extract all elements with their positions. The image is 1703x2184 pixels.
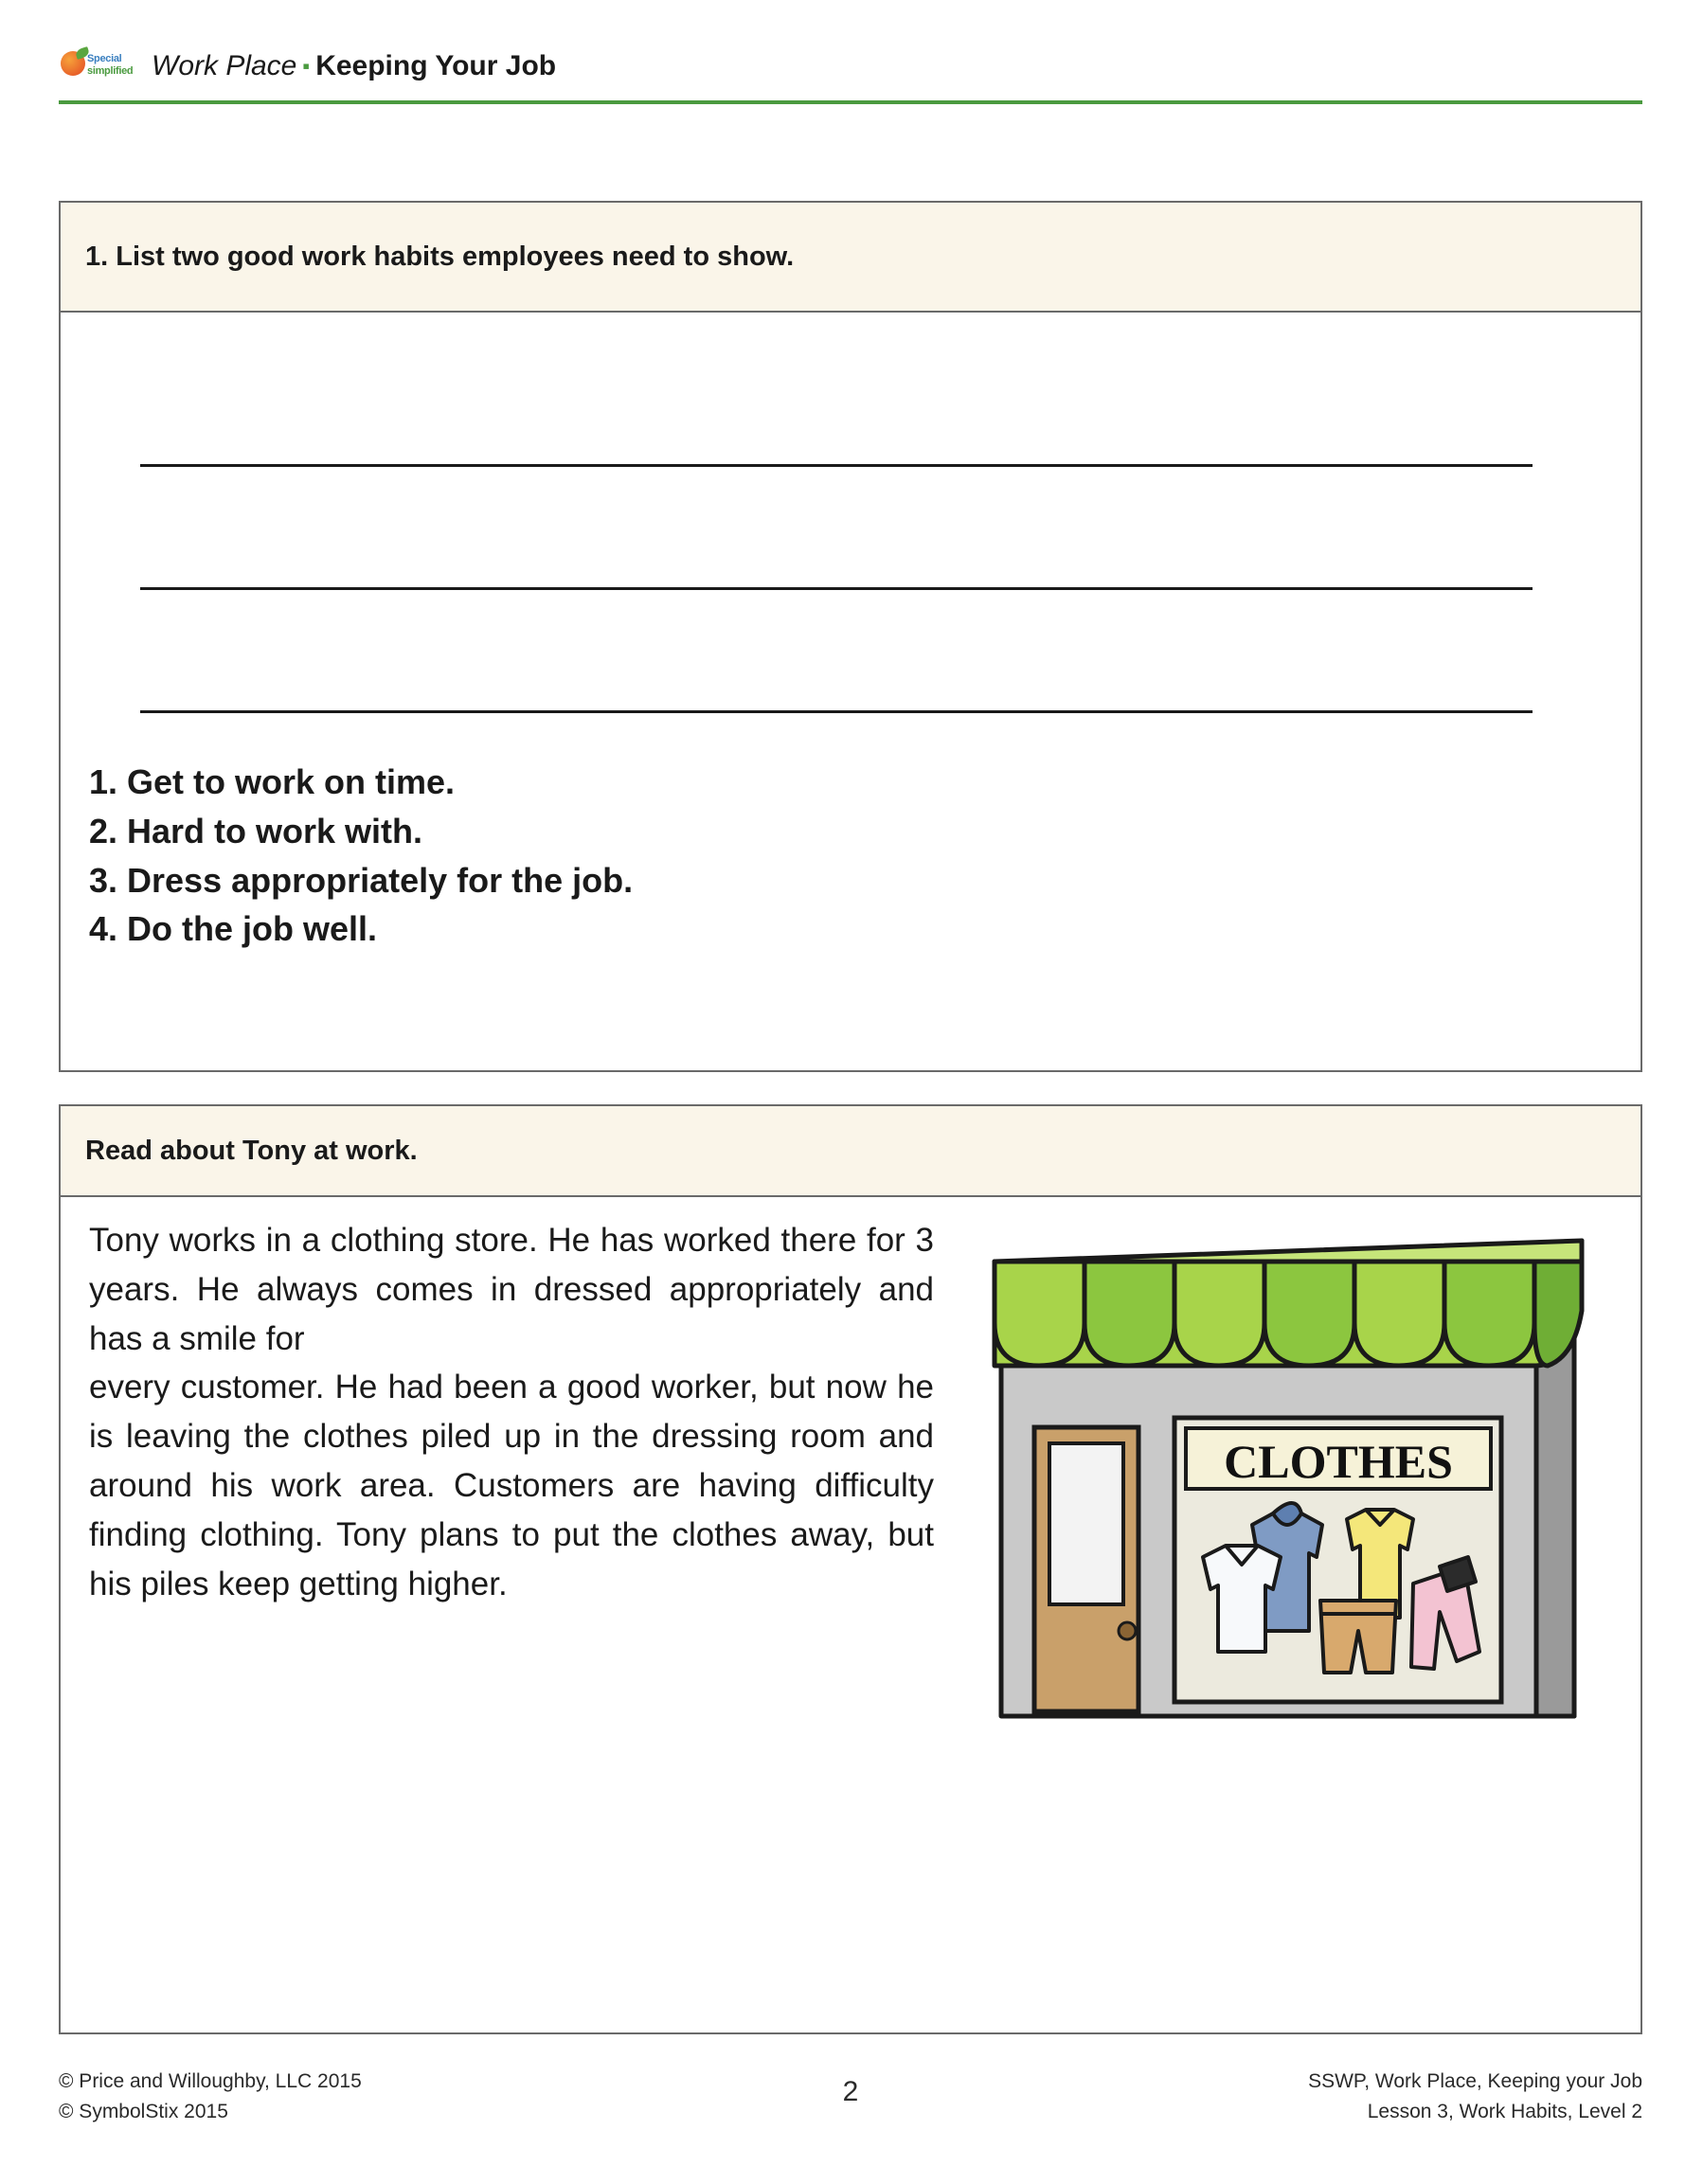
story-paragraph-top: Tony works in a clothing store. He has worked there for 3 years. He always comes in dressed appropriately and has a smile for bbox=[89, 1222, 934, 1357]
logo-line2: simplified bbox=[87, 65, 134, 77]
copyright-line-2: © SymbolStix 2015 bbox=[59, 2100, 228, 2122]
copyright-line-1: © Price and Willoughby, LLC 2015 bbox=[59, 2070, 362, 2092]
title-separator-icon: ▪ bbox=[302, 54, 311, 78]
source-line-2: Lesson 3, Work Habits, Level 2 bbox=[1367, 2100, 1642, 2122]
answer-line-3[interactable] bbox=[140, 710, 1533, 713]
question-box bbox=[59, 201, 1642, 1072]
page-footer bbox=[59, 2067, 1642, 2152]
reading-box bbox=[59, 1104, 1642, 2034]
answer-option-2[interactable]: 2. Hard to work with. bbox=[89, 811, 423, 850]
source-line-1: SSWP, Work Place, Keeping your Job bbox=[1308, 2070, 1642, 2092]
answer-option-4[interactable]: 4. Do the job well. bbox=[89, 909, 378, 949]
answer-option-1[interactable]: 1. Get to work on time. bbox=[89, 762, 456, 801]
story-text bbox=[89, 1216, 1612, 1608]
answer-line-2[interactable] bbox=[140, 587, 1533, 590]
reading-heading: Read about Tony at work. bbox=[61, 1106, 1640, 1197]
logo-line1: Special bbox=[87, 53, 122, 64]
clothing-store-illustration bbox=[968, 1224, 1612, 1754]
page-number: 2 bbox=[842, 2076, 859, 2107]
answer-option-3[interactable]: 3. Dress appropriately for the job. bbox=[89, 860, 634, 900]
footer-source bbox=[1308, 2067, 1642, 2126]
title-lesson: Keeping Your Job bbox=[315, 50, 557, 81]
page-title bbox=[152, 42, 556, 85]
question-body bbox=[61, 313, 1640, 1070]
store-svg bbox=[968, 1224, 1612, 1754]
story-paragraph-wrap: every customer. He had been a good worker, but now he is leaving the clothes piled up in the dressing room and around his work area. Customers are having difficulty finding clothing. Tony plans to put the clothes away, but his piles keep getting higher. bbox=[89, 1369, 934, 1602]
store-sign-text: CLOTHES bbox=[1224, 1435, 1453, 1488]
page-header bbox=[59, 42, 1642, 104]
title-series: Work Place bbox=[152, 50, 297, 81]
answer-options bbox=[89, 758, 1548, 954]
answer-line-1[interactable] bbox=[140, 464, 1533, 467]
reading-body bbox=[61, 1197, 1640, 2032]
question-prompt: 1. List two good work habits employees need to show. bbox=[61, 203, 1640, 313]
publisher-logo bbox=[59, 49, 134, 87]
